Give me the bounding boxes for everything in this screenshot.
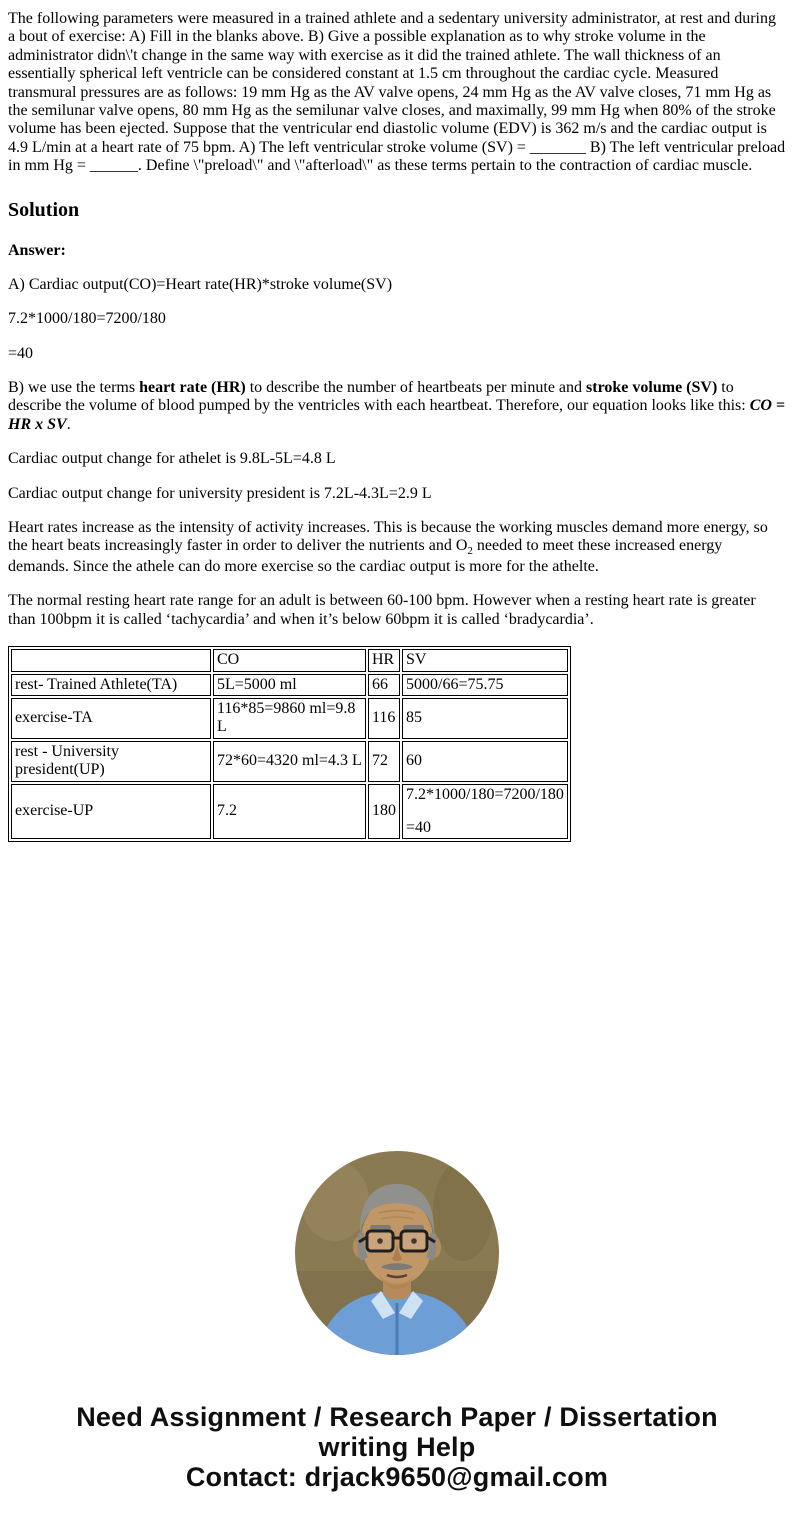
question-text: The following parameters were measured in a trained athlete and a sedentary university administrator, at rest and during a bout of exercise: A) Fill in the blanks above. B) Give a possible explanation as to why stroke volume in the administrator didn\'t change in the same way with exercise as it did the trained athlete. The wall thickness of an essentially spherical left ventricle can be considered constant at 1.5 cm throughout the cardiac cycle. Measured transmural pressures are as follows: 19 mm Hg as the AV valve opens, 24 mm Hg as the AV valve closes, 71 mm Hg as the semilunar valve opens, 80 mm Hg as the semilunar valve closes, and maximally, 99 mm Hg when 80% of the stroke volume has been ejected. Suppose that the ventricular end diastolic volume (EDV) is 362 m/s and the cardiac output is 4.9 L/min at a heart rate of 75 bpm. A) The left ventricular stroke volume (SV) = _______ B) The left ventricular preload in mm Hg = ______. Define \"preload\" and \"afterload\" as these terms pertain to the contraction of cardiac muscle. <box>8 10 786 175</box>
solution-calc-line2: =40 <box>8 344 34 362</box>
cell-co: 7.2 <box>213 784 366 840</box>
footer-line-1: Need Assignment / Research Paper / Dissertation <box>76 1402 718 1432</box>
sv-calc-line1: 7.2*1000/180=7200/180 <box>406 785 564 803</box>
sv-calc-line2: =40 <box>406 818 432 836</box>
text-run: to describe the number of heartbeats per minute and <box>245 379 587 397</box>
footer-contact-email: Contact: drjack9650@gmail.com <box>185 1462 609 1492</box>
solution-b-paragraph <box>8 379 786 434</box>
cell-co: 116*85=9860 ml=9.8 L <box>213 698 366 739</box>
table-row-rest-ta <box>11 674 568 696</box>
cell-label: rest - University president(UP) <box>11 741 211 782</box>
solution-calc-line1: 7.2*1000/180=7200/180 <box>8 310 166 328</box>
solution-formula: A) Cardiac output(CO)=Heart rate(HR)*stroke volume(SV) <box>8 275 393 293</box>
solution-change-athlete: Cardiac output change for athelet is 9.8L-5L=4.8 L <box>8 450 336 468</box>
header-cell-sv: SV <box>402 649 568 671</box>
header-cell-hr: HR <box>368 649 400 671</box>
text-run: needed to meet these increased energy demands. Since the athele can do more exercise so the cardiac output is more for the athelte. <box>8 537 723 576</box>
table-row-exercise-up <box>11 784 568 840</box>
bold-run-heart-rate: heart rate (HR) <box>139 379 246 397</box>
cell-hr: 72 <box>368 741 400 782</box>
cell-sv <box>402 784 568 840</box>
table-header-row <box>11 649 568 671</box>
table-row-exercise-ta <box>11 698 568 739</box>
cell-sv: 5000/66=75.75 <box>402 674 568 696</box>
eyebrow-left <box>370 1225 391 1230</box>
solution-heart-rates-paragraph <box>8 519 786 576</box>
solution-heading: Solution <box>8 198 80 221</box>
text-run: B) we use the terms <box>8 379 140 397</box>
footer-banner <box>0 1402 794 1492</box>
eyebrow-right <box>403 1225 424 1230</box>
cell-co: 5L=5000 ml <box>213 674 366 696</box>
bold-run-stroke-volume: stroke volume (SV) <box>586 379 718 397</box>
tutor-photo-illustration <box>295 1151 499 1355</box>
solution-change-president: Cardiac output change for university president is 7.2L-4.3L=2.9 L <box>8 484 432 502</box>
cell-label: exercise-UP <box>11 784 211 840</box>
answer-label: Answer: <box>8 241 66 259</box>
header-cell-co: CO <box>213 649 366 671</box>
cell-hr: 180 <box>368 784 400 840</box>
equation-text: CO = HR x SV <box>8 397 786 433</box>
cell-sv: 85 <box>402 698 568 739</box>
table-row-rest-up <box>11 741 568 782</box>
text-run: . <box>66 415 71 433</box>
co-hr-sv-table <box>8 646 571 842</box>
cell-label: rest- Trained Athlete(TA) <box>11 674 211 696</box>
cell-hr: 66 <box>368 674 400 696</box>
subscript-2: 2 <box>467 545 473 558</box>
tutor-avatar <box>295 1151 499 1355</box>
cell-sv: 60 <box>402 741 568 782</box>
cell-hr: 116 <box>368 698 400 739</box>
cell-co: 72*60=4320 ml=4.3 L <box>213 741 366 782</box>
solution-normal-range-paragraph: The normal resting heart rate range for an adult is between 60-100 bpm. However when a resting heart rate is greater than 100bpm it is called ‘tachycardia’ and when it’s below 60bpm it is called ‘bradycardia’. <box>8 592 756 628</box>
cell-label: exercise-TA <box>11 698 211 739</box>
header-cell-empty <box>11 649 211 671</box>
text-run: to describe the volume of blood pumped by the ventricles with each heartbeat. Therefore, our equation looks like this: <box>8 379 750 415</box>
footer-line-2: writing Help <box>318 1432 476 1462</box>
text-run: Heart rates increase as the intensity of activity increases. This is because the working muscles demand more energy, so the heart beats increasingly faster in order to deliver the nutrients and O <box>8 519 768 555</box>
